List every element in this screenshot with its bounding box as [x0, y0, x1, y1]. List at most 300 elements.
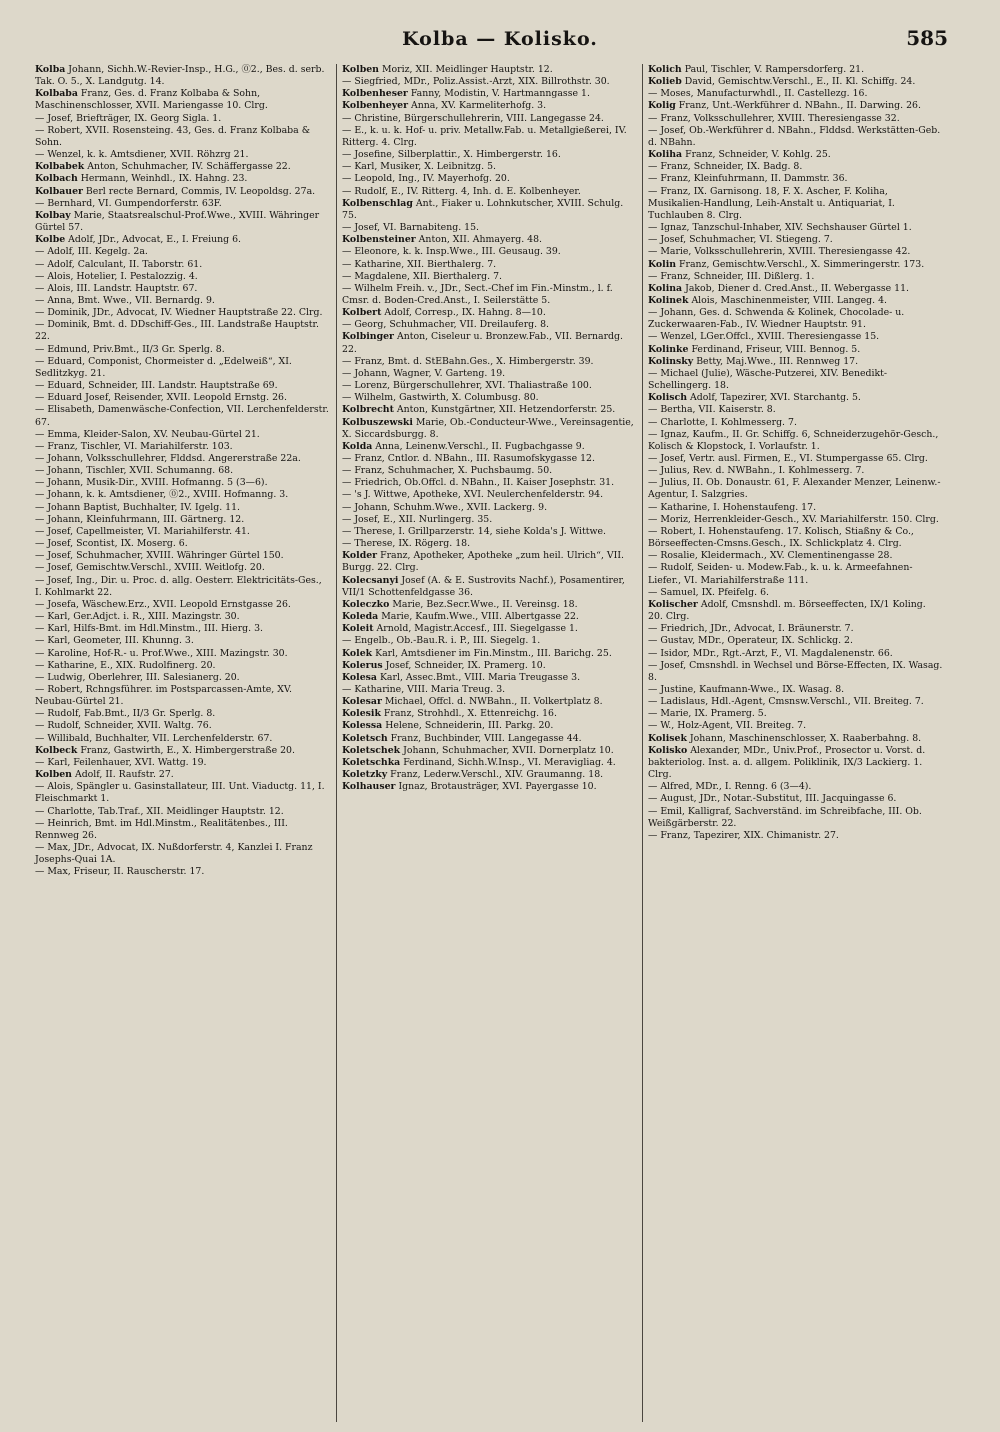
directory-entry: [648, 331, 943, 343]
entry-details: — Johann Baptist, Buchhalter, IV. Igelg. 11.: [35, 501, 241, 513]
directory-entry: [648, 417, 943, 429]
entry-surname: Kolba: [35, 64, 66, 75]
directory-entry: [342, 623, 637, 635]
directory-entry: [648, 222, 943, 234]
directory-entry: [648, 562, 943, 586]
directory-entry: [342, 271, 637, 283]
page-number: 585: [906, 26, 948, 50]
directory-entry: [342, 234, 637, 246]
directory-entry: [648, 806, 943, 830]
entry-details: — Robert, I. Hohenstaufeng. 17. Kolisch, Stiaßny & Co., Börseeffecten-Cmsns.Gesch., IX. Schlickplatz 4. Clrg.: [648, 525, 914, 550]
entry-details: — Alois, III. Landstr. Hauptstr. 67.: [35, 282, 198, 294]
entry-details: — Max, Friseur, II. Rauscherstr. 17.: [35, 866, 205, 878]
entry-surname: Kolisko: [648, 744, 688, 756]
entry-details: — Josef, Vertr. ausl. Firmen, E., VI. Stumpergasse 65. Clrg.: [648, 453, 928, 464]
entry-details: — Lorenz, Bürgerschullehrer, XVI. Thaliastraße 100.: [342, 380, 592, 392]
entry-details: Moriz, XII. Meidlinger Hauptstr. 12.: [378, 64, 553, 75]
directory-entry: [35, 806, 331, 818]
directory-column-3: [642, 64, 948, 1422]
entry-details: — Siegfried, MDr., Poliz.Assist.-Arzt, XIX. Billrothstr. 30.: [342, 76, 610, 88]
directory-entry: [648, 526, 943, 550]
directory-entry: [342, 259, 637, 271]
entry-details: — Charlotte, Tab.Traf., XII. Meidlinger Hauptstr. 12.: [35, 805, 284, 817]
directory-entry: [35, 356, 331, 380]
directory-entry: [35, 611, 331, 623]
entry-details: — Friedrich, Ob.Offcl. d. NBahn., II. Kaiser Josephstr. 31.: [342, 477, 615, 489]
entry-details: — Alois, Spängler u. Gasinstallateur, III. Unt. Viaductg. 11, I. Fleischmarkt 1.: [35, 781, 325, 805]
directory-entry: [648, 635, 943, 647]
entry-details: — Samuel, IX. Pfeifelg. 6.: [648, 586, 769, 598]
page-title: Kolba — Kolisko.: [402, 28, 598, 50]
directory-entry: [648, 599, 943, 623]
entry-surname: Kolin: [648, 258, 677, 270]
directory-entry: [35, 757, 331, 769]
entry-surname: Koleczko: [342, 598, 390, 610]
entry-details: — Marie, IX. Pramerg. 5.: [648, 708, 767, 720]
entry-details: — Karl, Geometer, III. Khunng. 3.: [35, 635, 194, 647]
entry-details: — Therese, I. Grillparzerstr. 14, siehe Kolda's J. Wittwe.: [342, 525, 607, 537]
entry-surname: Kolbuszewski: [342, 416, 413, 428]
directory-entry: [35, 635, 331, 647]
directory-entry: [342, 404, 637, 416]
directory-entry: [342, 113, 637, 125]
directory-entry: [342, 64, 637, 76]
directory-entry: [35, 489, 331, 501]
directory-entry: [35, 623, 331, 635]
directory-entry: [648, 477, 943, 501]
entry-details: — Josef, E., XII. Nurlingerg. 35.: [342, 513, 493, 525]
entry-surname: Kolischer: [648, 598, 698, 610]
directory-entry: [342, 149, 637, 161]
entry-details: — Josef, Schuhmacher, XVIII. Währinger Gürtel 150.: [35, 550, 284, 562]
entry-surname: Kolisek: [648, 732, 687, 744]
directory-entry: [648, 356, 943, 368]
entry-details: Helene, Schneiderin, III. Parkg. 20.: [382, 720, 554, 732]
entry-details: — Dominik, JDr., Advocat, IV. Wiedner Hauptstraße 22. Clrg.: [35, 307, 323, 319]
entry-surname: Koleda: [342, 611, 379, 623]
directory-entry: [342, 222, 637, 234]
entry-details: — Johann, Volksschullehrer, Flddsd. Angererstraße 22a.: [35, 453, 301, 464]
directory-entry: [648, 295, 943, 307]
entry-details: Franz, Unt.-Werkführer d. NBahn., II. Darwing. 26.: [675, 100, 921, 112]
directory-entry: [648, 125, 943, 149]
entry-surname: Kolesik: [342, 708, 381, 720]
directory-entry: [648, 502, 943, 514]
entry-details: — Friedrich, JDr., Advocat, I. Bräunerstr. 7.: [648, 623, 854, 635]
entry-details: Paul, Tischler, V. Rampersdorferg. 21.: [681, 64, 865, 75]
directory-entry: [35, 745, 331, 757]
directory-entry: [648, 720, 943, 732]
directory-entry: [648, 453, 943, 465]
directory-entry: [342, 575, 637, 599]
directory-entry: [35, 720, 331, 732]
directory-entry: [35, 526, 331, 538]
directory-entry: [35, 234, 331, 246]
directory-entry: [35, 866, 331, 878]
entry-surname: Kolessa: [342, 720, 383, 732]
directory-entry: [342, 489, 637, 501]
entry-surname: Kolich: [648, 64, 682, 75]
entry-surname: Kolinek: [648, 294, 689, 306]
entry-details: — Josef, Ob.-Werkführer d. NBahn., Flddsd. Werkstätten-Geb. d. NBahn.: [648, 124, 941, 148]
directory-entry: [35, 781, 331, 805]
directory-entry: [648, 307, 943, 331]
entry-details: — Marie, Volksschullehrerin, XVIII. Theresiengasse 42.: [648, 246, 911, 258]
directory-entry: [648, 429, 943, 453]
directory-entry: [342, 76, 637, 88]
entry-details: — Katharine, VIII. Maria Treug. 3.: [342, 683, 506, 695]
entry-details: — Leopold, Ing., IV. Mayerhofg. 20.: [342, 173, 510, 185]
entry-details: — August, JDr., Notar.-Substitut, III. Jacquingasse 6.: [648, 793, 897, 805]
entry-details: Adolf, JDr., Advocat, E., I. Freiung 6.: [65, 234, 242, 246]
entry-details: — Johann, Musik-Dir., XVIII. Hofmanng. 5 (3—6).: [35, 477, 268, 489]
entry-details: — Franz, Schneider, IX. Badg. 8.: [648, 161, 803, 173]
directory-entry: [35, 502, 331, 514]
directory-entry: [35, 380, 331, 392]
directory-entry: [35, 149, 331, 161]
directory-entry: [648, 76, 943, 88]
entry-details: — Franz, Schneider, III. Dißlerg. 1.: [648, 270, 815, 282]
entry-surname: Kolinke: [648, 343, 689, 355]
entry-details: Anton, XII. Ahmayerg. 48.: [415, 234, 543, 246]
directory-entry: [342, 526, 637, 538]
directory-entry: [35, 769, 331, 781]
directory-entry: [35, 441, 331, 453]
entry-surname: Kolbaba: [35, 88, 78, 100]
directory-entry: [648, 368, 943, 392]
entry-details: — Moriz, Herrenkleider-Gesch., XV. Mariahilferstr. 150. Clrg.: [648, 513, 939, 525]
directory-columns: [30, 64, 950, 1422]
entry-details: — Elisabeth, Damenwäsche-Confection, VII. Lerchenfelderstr. 67.: [35, 404, 329, 428]
entry-details: — W., Holz-Agent, VII. Breiteg. 7.: [648, 720, 807, 732]
entry-surname: Kolben: [35, 769, 72, 781]
directory-entry: [648, 830, 943, 842]
entry-surname: Kolina: [648, 282, 683, 294]
directory-entry: [342, 757, 637, 769]
entry-surname: Koleit: [342, 623, 374, 635]
entry-details: Anna, Leinenw.Verschl., II. Fugbachgasse 9.: [372, 440, 585, 452]
directory-entry: [648, 793, 943, 805]
directory-entry: [35, 344, 331, 356]
directory-entry: [35, 283, 331, 295]
directory-entry: [35, 259, 331, 271]
directory-entry: [648, 623, 943, 635]
directory-entry: [648, 404, 943, 416]
entry-details: — Justine, Kaufmann-Wwe., IX. Wasag. 8.: [648, 683, 845, 695]
entry-details: — Engelb., Ob.-Bau.R. i. P., III. Siegelg. 1.: [342, 635, 541, 647]
directory-entry: [35, 465, 331, 477]
entry-details: — Moses, Manufacturwhdl., II. Castellezg. 16.: [648, 88, 868, 100]
entry-surname: Koletsch: [342, 732, 388, 744]
directory-entry: [35, 818, 331, 842]
directory-entry: [342, 599, 637, 611]
directory-entry: [35, 161, 331, 173]
entry-details: — Johann, k. k. Amtsdiener, ⓪2., XVIII. Hofmanng. 3.: [35, 489, 289, 501]
entry-details: — Johann, Tischler, XVII. Schumanng. 68.: [35, 465, 234, 477]
directory-entry: [342, 319, 637, 331]
entry-details: — Ignaz, Kaufm., II. Gr. Schiffg. 6, Schneiderzugehör-Gesch., Kolisch & Klopstock, I. Vorlaufstr. 1.: [648, 428, 939, 452]
entry-details: Marie, Ob.-Conducteur-Wwe., Vereinsagentie, X. Siccardsburgg. 8.: [342, 416, 634, 440]
directory-entry: [35, 88, 331, 112]
entry-details: — Bernhard, VI. Gumpendorferstr. 63F.: [35, 197, 222, 209]
directory-entry: [35, 550, 331, 562]
entry-details: Franz, Strohhdl., X. Ettenreichg. 16.: [380, 708, 557, 720]
entry-details: — Franz, Cntlor. d. NBahn., III. Rasumofskygasse 12.: [342, 453, 595, 464]
directory-entry: [342, 88, 637, 100]
directory-entry: [342, 173, 637, 185]
entry-details: — Robert, XVII. Rosensteing. 43, Ges. d. Franz Kolbaba & Sohn.: [35, 124, 311, 148]
entry-details: — Josef, Briefträger, IX. Georg Sigla. 1.: [35, 112, 222, 124]
directory-entry: [648, 283, 943, 295]
entry-details: — Karoline, Hof-R.- u. Prof.Wwe., XIII. Mazingstr. 30.: [35, 647, 288, 659]
entry-details: — Georg, Schuhmacher, VII. Dreilauferg. 8.: [342, 319, 550, 331]
entry-details: — Karl, Hilfs-Bmt. im Hdl.Minstm., III. Hierg. 3.: [35, 623, 264, 635]
directory-entry: [35, 64, 331, 88]
directory-entry: [35, 186, 331, 198]
entry-details: — Eduard, Schneider, III. Landstr. Hauptstraße 69.: [35, 380, 278, 392]
entry-details: — Alfred, MDr., I. Renng. 6 (3—4).: [648, 781, 812, 793]
directory-entry: [648, 392, 943, 404]
entry-details: — Willibald, Buchhalter, VII. Lerchenfelderstr. 67.: [35, 732, 273, 744]
directory-column-1: [30, 64, 336, 1422]
entry-details: Adolf, Cmsnshdl. m. Börseeffecten, IX/1 Koling. 20. Clrg.: [648, 598, 926, 623]
entry-details: — Isidor, MDr., Rgt.-Arzt, F., VI. Magdalenenstr. 66.: [648, 647, 893, 659]
entry-details: — Johann, Ges. d. Schwenda & Kolinek, Chocolade- u. Zuckerwaaren-Fab., IV. Wiedner Hauptstr. 91.: [648, 307, 905, 331]
directory-entry: [342, 660, 637, 672]
entry-details: — Franz, IX. Garnisong. 18, F. X. Ascher, F. Koliha, Musikalien-Handlung, Leih-Anstalt u. Antiquariat, I. Tuchlauben 8. Clrg.: [648, 185, 895, 221]
directory-entry: [35, 660, 331, 672]
directory-entry: [648, 259, 943, 271]
directory-entry: [35, 733, 331, 745]
directory-entry: [342, 769, 637, 781]
entry-details: Alois, Maschinenmeister, VIII. Langeg. 4.: [688, 294, 887, 306]
directory-entry: [342, 708, 637, 720]
directory-entry: [342, 283, 637, 307]
entry-details: — Charlotte, I. Kohlmesserg. 7.: [648, 416, 797, 428]
directory-entry: [648, 113, 943, 125]
entry-surname: Kolhauser: [342, 781, 396, 793]
entry-surname: Kolbinger: [342, 331, 394, 343]
directory-entry: [648, 781, 943, 793]
entry-details: Ferdinand, Friseur, VIII. Bennog. 5.: [688, 343, 861, 355]
entry-surname: Kolek: [342, 647, 373, 659]
directory-entry: [35, 113, 331, 125]
directory-entry: [648, 708, 943, 720]
entry-details: — Alois, Hotelier, I. Pestalozzig. 4.: [35, 270, 198, 282]
entry-details: — Franz, Tapezirer, XIX. Chimanistr. 27.: [648, 829, 839, 841]
directory-entry: [35, 538, 331, 550]
directory-entry: [342, 550, 637, 574]
directory-entry: [342, 745, 637, 757]
entry-details: Hermann, Weinhdl., IX. Hahng. 23.: [77, 173, 248, 185]
entry-details: — Anna, Bmt. Wwe., VII. Bernardg. 9.: [35, 294, 215, 306]
entry-surname: Kolbay: [35, 209, 71, 221]
entry-details: — Heinrich, Bmt. im Hdl.Minstm., Realitätenbes., III. Rennweg 26.: [35, 817, 288, 841]
directory-entry: [342, 417, 637, 441]
directory-entry: [342, 441, 637, 453]
entry-surname: Kolesar: [342, 696, 382, 708]
directory-column-2: [336, 64, 642, 1422]
entry-details: David, Gemischtw.Verschl., E., II. Kl. Schiffg. 24.: [681, 76, 916, 88]
directory-entry: [35, 842, 331, 866]
directory-entry: [35, 307, 331, 319]
entry-details: — Josefine, Silberplattir., X. Himbergerstr. 16.: [342, 149, 561, 161]
entry-details: Anton, Ciseleur u. Bronzew.Fab., VII. Bernardg. 22.: [342, 331, 623, 355]
directory-entry: [648, 64, 943, 76]
directory-entry: [35, 429, 331, 441]
entry-details: — Josef, Ing., Dir. u. Proc. d. allg. Oesterr. Elektricitäts-Ges., I. Kohlmarkt 22.: [35, 574, 322, 598]
directory-entry: [35, 246, 331, 258]
directory-entry: [648, 173, 943, 185]
directory-entry: [648, 271, 943, 283]
entry-details: Betty, Maj.Wwe., III. Rennweg 17.: [693, 355, 859, 367]
entry-details: — Wenzel, k. k. Amtsdiener, XVII. Röhzrg 21.: [35, 149, 249, 161]
entry-surname: Kolinsky: [648, 355, 694, 367]
directory-entry: [648, 186, 943, 222]
directory-entry: [648, 246, 943, 258]
directory-entry: [648, 234, 943, 246]
directory-entry: [648, 745, 943, 781]
entry-details: Franz, Lederw.Verschl., XIV. Graumanng. 18.: [387, 769, 604, 781]
entry-details: — Rudolf, Fab.Bmt., II/3 Gr. Sperlg. 8.: [35, 708, 216, 720]
directory-entry: [342, 331, 637, 355]
entry-details: Marie, Bez.Secr.Wwe., II. Vereinsg. 18.: [389, 598, 578, 610]
entry-details: — Bertha, VII. Kaiserstr. 8.: [648, 404, 776, 416]
entry-details: — Franz, Bmt. d. StEBahn.Ges., X. Himbergerstr. 39.: [342, 355, 594, 367]
directory-entry: [342, 100, 637, 112]
directory-entry: [342, 733, 637, 745]
entry-details: Anton, Schuhmacher, IV. Schäffergasse 22.: [84, 161, 291, 173]
entry-surname: Kolbabek: [35, 161, 85, 173]
entry-details: — Eleonore, k. k. Insp.Wwe., III. Geusaug. 39.: [342, 246, 561, 258]
entry-details: — Robert, Rchngsführer. im Postsparcassen-Amte, XV. Neubau-Gürtel 21.: [35, 683, 292, 708]
directory-entry: [342, 538, 637, 550]
directory-entry: [342, 465, 637, 477]
directory-entry: [35, 319, 331, 343]
directory-entry: [35, 173, 331, 185]
entry-surname: Kolbensteiner: [342, 234, 416, 246]
entry-details: — Josef, Capellmeister, VI. Mariahilferstr. 41.: [35, 525, 250, 537]
entry-details: Josef, Schneider, IX. Pramerg. 10.: [382, 659, 546, 671]
directory-entry: [35, 514, 331, 526]
directory-entry: [35, 575, 331, 599]
directory-entry: [342, 161, 637, 173]
directory-entry: [342, 648, 637, 660]
entry-details: — Franz, Tischler, VI. Mariahilferstr. 103.: [35, 440, 233, 452]
directory-entry: [648, 161, 943, 173]
entry-details: — Max, JDr., Advocat, IX. Nußdorferstr. 4, Kanzlei I. Franz Josephs-Quai 1A.: [35, 842, 313, 866]
entry-surname: Kolbauer: [35, 185, 83, 197]
entry-details: — Rudolf, Schneider, XVII. Waltg. 76.: [35, 720, 212, 732]
directory-entry: [35, 392, 331, 404]
entry-details: — Dominik, Bmt. d. DDschiff-Ges., III. Landstraße Hauptstr. 22.: [35, 319, 319, 343]
entry-details: — Josef, Gemischtw.Verschl., XVIII. Weitlofg. 20.: [35, 562, 265, 574]
entry-details: — Karl, Ger.Adjct. i. R., XIII. Mazingstr. 30.: [35, 611, 240, 623]
directory-entry: [648, 660, 943, 684]
entry-details: — Emil, Kalligraf, Sachverständ. im Schreibfache, III. Ob. Weißgärberstr. 22.: [648, 805, 922, 829]
entry-details: — Johann, Schuhm.Wwe., XVII. Lackerg. 9.: [342, 501, 548, 513]
entry-details: Karl, Amtsdiener im Fin.Minstm., III. Barichg. 25.: [372, 647, 612, 659]
entry-details: Franz, Buchbinder, VIII. Langegasse 44.: [387, 732, 582, 744]
directory-entry: [342, 684, 637, 696]
entry-details: — Wenzel, LGer.Offcl., XVIII. Theresiengasse 15.: [648, 331, 880, 343]
entry-surname: Kolbenheser: [342, 88, 408, 100]
entry-details: — Karl, Feilenhauer, XVI. Wattg. 19.: [35, 756, 207, 768]
entry-details: — Emma, Kleider-Salon, XV. Neubau-Gürtel 21.: [35, 428, 260, 440]
entry-details: Jakob, Diener d. Cred.Anst., II. Webergasse 11.: [682, 282, 910, 294]
directory-entry: [648, 587, 943, 599]
entry-details: — Josef, VI. Barnabiteng. 15.: [342, 222, 479, 234]
entry-surname: Kolecsanyi: [342, 574, 399, 586]
entry-details: Franz, Gastwirth, E., X. Himbergerstraße 20.: [77, 744, 295, 756]
entry-details: — Franz, Kleinfuhrmann, II. Dammstr. 36.: [648, 173, 848, 185]
directory-entry: [648, 648, 943, 660]
directory-entry: [648, 100, 943, 112]
entry-details: Michael, Offcl. d. NWBahn., II. Volkertplatz 8.: [381, 696, 603, 708]
directory-entry: [342, 781, 637, 793]
directory-entry: [342, 611, 637, 623]
entry-surname: Koletzky: [342, 769, 388, 781]
page-header: [0, 14, 1000, 54]
directory-entry: [35, 198, 331, 210]
entry-details: Adolf, II. Raufstr. 27.: [71, 769, 174, 781]
entry-details: — Wilhelm Freih. v., JDr., Sect.-Chef im Fin.-Minstm., l. f. Cmsr. d. Boden-Cred.Anst., I. Seilerstätte 5.: [342, 282, 613, 306]
entry-details: — Franz, Volksschullehrer, XVIII. Theresiengasse 32.: [648, 112, 900, 124]
entry-details: Alexander, MDr., Univ.Prof., Prosector u. Vorst. d. bakteriolog. Inst. a. d. allgem. Poliklinik, IX/3 Lackierg. 1. Clrg.: [648, 744, 926, 781]
entry-details: Franz, Schneider, V. Kohlg. 25.: [682, 149, 831, 161]
entry-details: — Josefa, Wäschew.Erz., XVII. Leopold Ernstgasse 26.: [35, 598, 291, 610]
entry-details: Ferdinand, Sichh.W.Insp., VI. Meravigliag. 4.: [400, 756, 616, 768]
entry-details: — Rosalie, Kleidermach., XV. Clementinengasse 28.: [648, 550, 893, 562]
entry-details: — Therese, IX. Rögerg. 18.: [342, 538, 471, 550]
entry-details: — Wilhelm, Gastwirth, X. Columbusg. 80.: [342, 392, 539, 404]
directory-entry: [648, 465, 943, 477]
entry-details: Marie, Kaufm.Wwe., VIII. Albertgasse 22.: [378, 611, 579, 623]
directory-entry: [342, 125, 637, 149]
directory-entry: [342, 635, 637, 647]
entry-details: — Christine, Bürgerschullehrerin, VIII. Langegasse 24.: [342, 112, 604, 124]
entry-details: — Magdalene, XII. Bierthalerg. 7.: [342, 270, 502, 282]
entry-surname: Kolig: [648, 100, 676, 112]
entry-details: — Josef, Schuhmacher, VI. Stiegeng. 7.: [648, 234, 833, 246]
entry-surname: Kolbeck: [35, 744, 78, 756]
directory-entry: [342, 720, 637, 732]
directory-entry: [35, 210, 331, 234]
entry-details: Franz, Gemischtw.Verschl., X. Simmeringerstr. 173.: [676, 258, 925, 270]
directory-entry: [342, 380, 637, 392]
entry-details: — Franz, Schuhmacher, X. Puchsbaumg. 50.: [342, 465, 553, 477]
entry-surname: Kolbrecht: [342, 404, 394, 416]
entry-surname: Kolben: [342, 64, 379, 75]
directory-entry: [35, 271, 331, 283]
entry-surname: Kolisch: [648, 392, 687, 404]
directory-entry: [35, 648, 331, 660]
directory-entry: [35, 562, 331, 574]
entry-details: — Katharine, I. Hohenstaufeng. 17.: [648, 501, 817, 513]
entry-details: — 's J. Wittwe, Apotheke, XVI. Neulerchenfelderstr. 94.: [342, 489, 604, 501]
entry-details: Johann, Maschinenschlosser, X. Raaberbahng. 8.: [686, 732, 922, 744]
entry-details: — Johann, Wagner, V. Garteng. 19.: [342, 367, 506, 379]
directory-entry: [648, 88, 943, 100]
entry-details: — Katharine, XII. Bierthalerg. 7.: [342, 258, 497, 270]
entry-details: Fanny, Modistin, V. Hartmanngasse 1.: [407, 88, 590, 100]
directory-entry: [35, 453, 331, 465]
entry-details: Ant., Fiaker u. Lohnkutscher, XVIII. Schulg. 75.: [342, 197, 624, 221]
entry-surname: Koletschek: [342, 744, 401, 756]
entry-details: — Adolf, Calculant, II. Taborstr. 61.: [35, 258, 203, 270]
entry-details: — Julius, Rev. d. NWBahn., I. Kohlmesserg. 7.: [648, 465, 865, 477]
entry-details: — Julius, II. Ob. Donaustr. 61, F. Alexander Menzer, Leinenw.-Agentur, I. Salzgries.: [648, 477, 941, 501]
